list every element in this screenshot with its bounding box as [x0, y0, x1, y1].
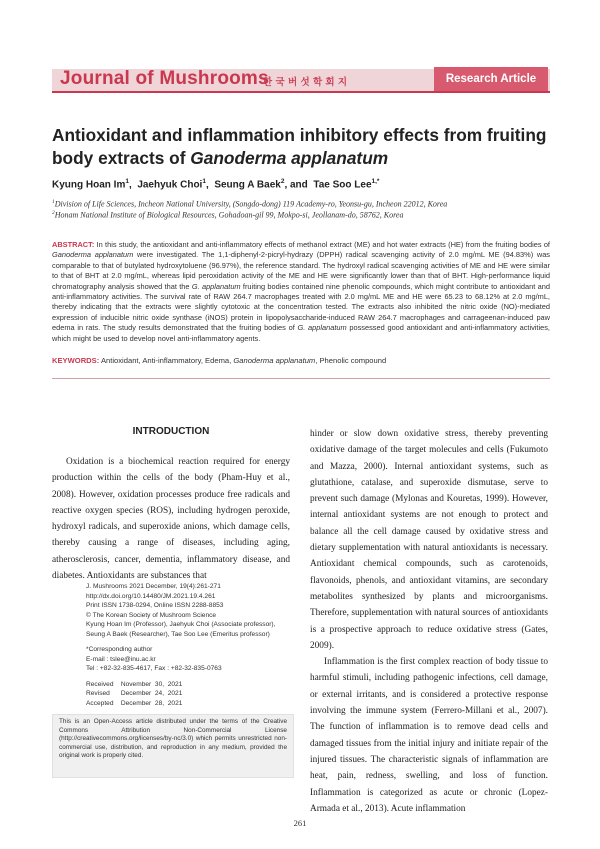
keywords-text: , Phenolic compound	[315, 356, 387, 365]
copyright: © The Korean Society of Mushroom Science	[86, 611, 217, 619]
keywords-text: Antioxidant, Anti-inflammatory, Edema,	[100, 356, 232, 365]
affiliation	[52, 199, 550, 209]
phone-fax: Tel : +82-32-835-4617, Fax : +82-32-835-0763	[86, 665, 222, 672]
affiliation-text: Honam National Institute of Biological Resources, Gohadoan-gil 99, Mokpo-si, Jeollanam-do, 58762, Korea	[54, 210, 404, 220]
keywords	[52, 356, 550, 365]
keywords-label: KEYWORDS:	[52, 356, 100, 365]
abstract-label: ABSTRACT:	[52, 240, 95, 249]
title-species: Ganoderma applanatum	[190, 148, 389, 168]
author-roles: Seung A Baek (Researcher), Tae Soo Lee (Emeritus professor)	[86, 630, 270, 638]
affiliation	[52, 210, 550, 220]
author-name: Jaehyuk Choi	[137, 179, 203, 191]
page-number: 261	[293, 818, 307, 828]
article-title	[52, 124, 550, 170]
abstract-text: fruiting bodies contained nine phenolic compounds, which might contribute to antioxidant and anti-inflammatory activities. The survival rate of RAW 264.7 macrophages treated with 2.0 mg/mL ME and HE were 65.23 to 68.12% at 2.0 mg/mL, thereby indicating that the extracts were slightly cytotoxic at the concentration tested. The extracts also inhibited the nitric oxide (NO)-mediated expression of inducible nitric oxide synthase (iNOS) protein in lipopolysaccharide-induced RAW 264.7 macrophages and carrageenan-induced paw edema in rats. The study results demonstrated that the fruiting bodies of	[52, 281, 550, 333]
title-text: Antioxidant and inflammation inhibitory effects from fruiting body extracts of	[52, 125, 547, 168]
header-underline	[52, 91, 550, 93]
abstract-species: G. applanatum	[297, 323, 347, 333]
affiliation-sup: 2	[52, 210, 55, 216]
revised-date: Revised December 24, 2021	[86, 690, 183, 697]
abstract	[52, 240, 550, 344]
author-name: Kyung Hoan Im	[52, 179, 126, 191]
affiliation-sup: 1	[52, 199, 55, 205]
intro-column-2	[310, 426, 548, 817]
abstract-text: possessed good antioxidant and anti-inflammatory activities, which might be used to develop novel anti-inflammatory agents.	[52, 323, 550, 343]
author-name: Seung A Baek	[214, 179, 281, 191]
open-access-notice: This is an Open-Access article distributed under the terms of the Creative Commons Attribution Non-Commercial License (http://creativecommons.org/licenses/by-nc/3.0) which permits unrestricted non-commercial use, distribution, and reproduction in any medium, provided the original work is properly cited.	[59, 718, 287, 760]
intro-column-1	[52, 454, 290, 584]
author-roles: Kyung Hoan Im (Professor), Jaehyuk Choi (Associate professor),	[86, 621, 276, 628]
section-heading: INTRODUCTION	[132, 426, 210, 437]
paragraph: Oxidation is a biochemical reaction required for energy production within the cells of the body (Pham-Huy et al., 2008). However, oxidation processes produce free radicals and reactive oxygen species (ROS), including hydrogen peroxide, hydroxyl radicals, and superoxide anions, which damage cells, thereby causing a range of diseases, including aging, atherosclerosis, cancer, dementia, inflammatory disease, and diabetes. Antioxidants are substances that	[52, 457, 290, 582]
author-sup: 1	[125, 178, 129, 185]
abstract-species: G. applanatum	[191, 281, 241, 291]
author-sup: 1,*	[371, 178, 380, 185]
email[interactable]: E-mail : tslee@inu.ac.kr	[86, 655, 156, 663]
paragraph: Inflammation is the first complex reaction of body tissue to harmful stimuli, including pathogenic infections, cell damage, or external irritants, and is considered a protective response involving the immune system (Ferrero-Millani et al., 2007). The function of inflammation is to remove dead cells and damaged tissues from the initial injury and initiate repair of the injured tissues. The characteristic signals of inflammation are heat, pain, redness, swelling, and loss of function. Inflammation is categorized as acute or chronic (Lopez-Armada et al., 2013). Acute inflammation	[310, 657, 548, 814]
received-date: Received November 30, 2021	[86, 680, 183, 688]
section-divider	[52, 378, 550, 379]
article-type-badge: Research Article	[434, 67, 548, 91]
corresponding-author: *Corresponding author	[86, 646, 153, 653]
author-sup: 1	[202, 178, 206, 185]
abstract-species: Ganoderma applanatum	[52, 250, 134, 260]
affiliation-text: Division of Life Sciences, Incheon National University, (Songdo-dong) 119 Academy-ro, Yeonsu-gu, Incheon 22012, Korea	[54, 199, 448, 209]
keywords-species: Ganoderma applanatum	[233, 356, 316, 365]
issn: Print ISSN 1738-0294, Online ISSN 2288-8853	[86, 602, 224, 609]
abstract-text: In this study, the antioxidant and anti-inflammatory effects of methanol extract (ME) and hot water extracts (HE) from the fruiting bodies of	[96, 240, 550, 249]
article-info	[86, 582, 292, 714]
author-list: Kyung Hoan Im$^1$, Jaehyuk Choi$^1$, Seung A Baek$^2$, and Tae Soo Lee$^{1,*}$	[52, 178, 380, 191]
journal-name-korean: 한 국 버 섯 학 회 지	[263, 77, 348, 88]
author-sup: 2	[280, 178, 285, 185]
citation: J. Mushrooms 2021 December, 19(4):261-271	[86, 583, 221, 590]
journal-name: Journal of Mushrooms	[60, 68, 269, 89]
abstract-text: were investigated. The 1,1-diphenyl-2-picryl-hydrazy (DPPH) radical scavenging activity of 2.0 mg/mL ME (94.83%) was comparable to that of butylated hydroxytoluene (96.97%), the reference standard. The hydroxyl radical scavenging activities of ME and HE were similar to that of BHT at 2.0 mg/mL, whereas lipid peroxidation activity of the ME and HE were significantly lower than that of BHT. High-performance liquid chromatography analysis showed that the	[52, 250, 550, 291]
paragraph: hinder or slow down oxidative stress, thereby preventing oxidative damage of the target molecules and cells (Fukumoto and Mazza, 2000). Internal antioxidant systems, such as glutathione, catalase, and superoxide dismutase, serve to prevent such damage (Mylonas and Kouretas, 1999). However, internal antioxidant systems are not enough to protect and balance all the cell damage caused by oxidative stress and dietary supplementation with natural antioxidants is necessary. Antioxidant chemical compounds, such as carotenoids, flavonoids, phenols, and antioxidant vitamins, are secondary metabolites synthesized by plants and microorganisms. Therefore, supplementation with natural sources of antioxidants is a prospective approach to reduce oxidative stress (Gates, 2009).	[310, 429, 548, 651]
doi-link[interactable]: http://dx.doi.org/10.14480/JM.2021.19.4.261	[86, 592, 216, 600]
author-name: Tae Soo Lee	[313, 179, 372, 191]
accepted-date: Accepted December 28, 2021	[86, 699, 183, 707]
